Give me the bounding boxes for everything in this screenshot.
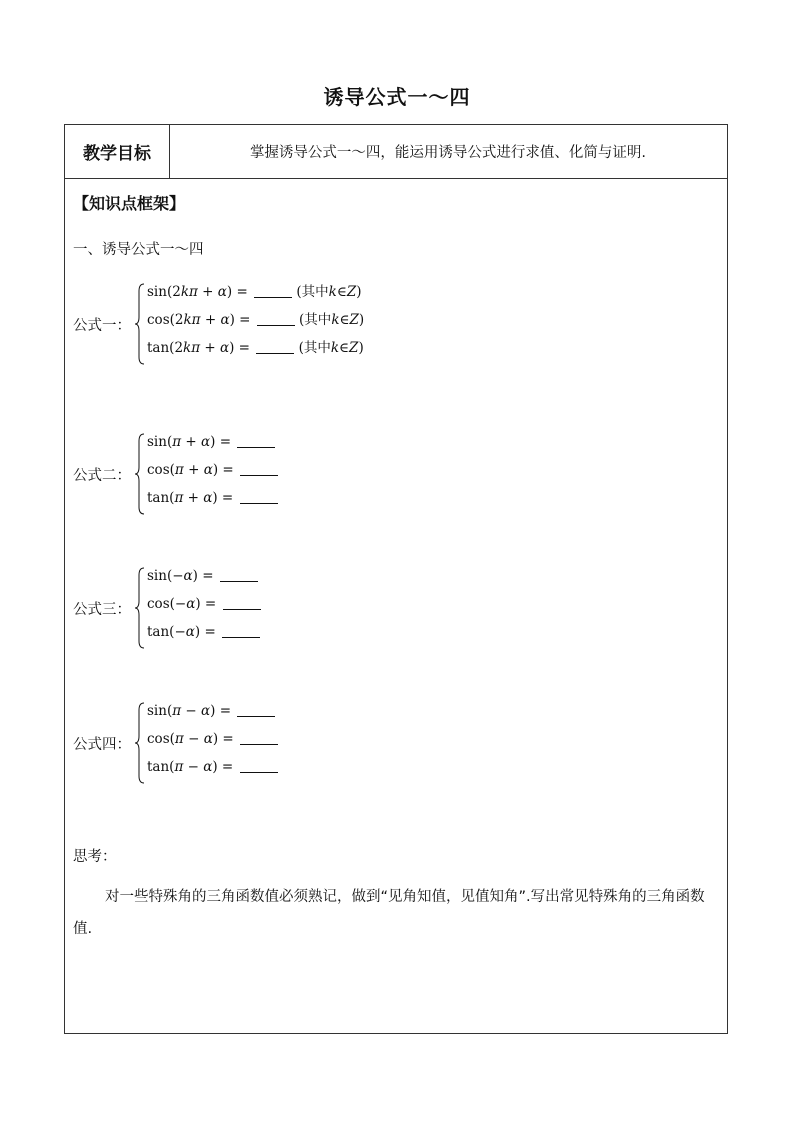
formula-line-cos: cos(−α) = <box>147 593 261 621</box>
formula-line-tan: tan(π − α) = <box>147 756 278 784</box>
subheading: 一、诱导公式一～四 <box>73 242 204 258</box>
formula-line-tan: tan(π + α) = <box>147 487 278 515</box>
answer-blank[interactable] <box>222 623 260 638</box>
formula-lines <box>147 431 278 515</box>
answer-blank[interactable] <box>223 595 261 610</box>
answer-blank[interactable] <box>237 702 275 717</box>
think-paragraph: 对一些特殊角的三角函数值必须熟记，做到“见角知值，见值知角”.写出常见特殊角的三角函数值. <box>73 889 705 937</box>
formula-line-sin: sin(2kπ + α) = (其中k∈Z) <box>147 284 362 300</box>
formula-line-cos: cos(2kπ + α) = (其中k∈Z) <box>147 312 365 328</box>
goal-label: 教学目标 <box>65 125 170 178</box>
section-heading: 【知识点框架】 <box>73 194 186 213</box>
goal-text: 掌握诱导公式一～四，能运用诱导公式进行求值、化简与证明. <box>249 145 647 161</box>
left-brace <box>135 433 145 515</box>
left-brace <box>135 567 145 649</box>
formula-label: 公式一： <box>73 318 131 334</box>
answer-blank[interactable] <box>240 758 278 773</box>
think-label: 思考： <box>73 849 117 865</box>
answer-blank[interactable] <box>254 283 292 298</box>
content-table <box>64 124 728 1034</box>
formula-label: 公式三： <box>73 602 131 618</box>
formula-line-cos: cos(π − α) = <box>147 728 278 756</box>
answer-blank[interactable] <box>257 311 295 326</box>
formula-lines <box>147 700 278 784</box>
formula-lines <box>147 565 261 649</box>
answer-blank[interactable] <box>237 433 275 448</box>
formula-label: 公式四： <box>73 737 131 753</box>
formula-line-tan: tan(2kπ + α) = (其中k∈Z) <box>147 340 364 356</box>
formula-line-sin: sin(π + α) = <box>147 431 278 459</box>
left-brace <box>135 702 145 784</box>
formula-line-tan: tan(−α) = <box>147 621 261 649</box>
formula-line-sin: sin(−α) = <box>147 565 261 593</box>
formula-line-sin: sin(π − α) = <box>147 700 278 728</box>
formula-lines <box>147 281 364 365</box>
answer-blank[interactable] <box>240 461 278 476</box>
answer-blank[interactable] <box>240 730 278 745</box>
answer-blank[interactable] <box>220 567 258 582</box>
formula-label: 公式二： <box>73 468 131 484</box>
goal-row <box>65 125 727 179</box>
left-brace <box>135 283 145 365</box>
answer-blank[interactable] <box>256 339 294 354</box>
answer-blank[interactable] <box>240 489 278 504</box>
page-title: 诱导公式一～四 <box>323 85 471 109</box>
formula-line-cos: cos(π + α) = <box>147 459 278 487</box>
